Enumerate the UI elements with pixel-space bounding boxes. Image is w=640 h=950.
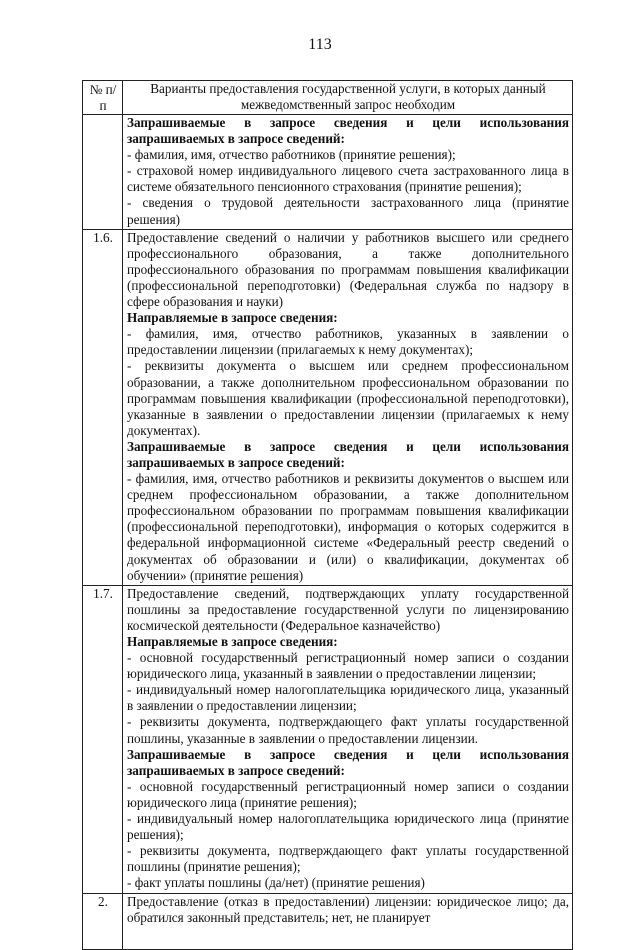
section-heading: Запрашиваемые в запросе сведения и цели использования запрашиваемых в запросе сведений: <box>127 438 569 470</box>
paragraph: - реквизиты документа, подтверждающего факт уплаты государственной пошлины (принятие решения); <box>127 843 569 875</box>
row-number: 1.6. <box>83 229 123 585</box>
paragraph: - реквизиты документа о высшем или среднем профессиональном образовании, а также дополнительном профессиональном образовании по программам повышения квалификации (профессиональной переподготовки), указанные в заявлении о предоставлении лицензии (прилагаемых к нему документах). <box>127 358 569 438</box>
row-number: 2. <box>83 893 123 949</box>
paragraph: - фамилия, имя, отчество работников, указанных в заявлении о предоставлении лицензии (прилагаемых к нему документах); <box>127 326 569 358</box>
paragraph: - индивидуальный номер налогоплательщика юридического лица, указанный в заявлении о предоставлении лицензии; <box>127 682 569 714</box>
paragraph: - основной государственный регистрационный номер записи о создании юридического лица, указанный в заявлении о предоставлении лицензии; <box>127 650 569 682</box>
paragraph: - страховой номер индивидуального лицевого счета застрахованного лица в системе обязательного пенсионного страхования (принятие решения); <box>127 163 569 195</box>
header-number-cell: № п/п <box>83 81 123 115</box>
section-heading: Направляемые в запросе сведения: <box>127 310 338 326</box>
section-heading: Запрашиваемые в запросе сведения и цели использования запрашиваемых в запросе сведений: <box>127 746 569 778</box>
paragraph: - сведения о трудовой деятельности застрахованного лица (принятие решения) <box>127 195 569 227</box>
page-number: 113 <box>308 36 332 53</box>
paragraph: - фамилия, имя, отчество работников и реквизиты документов о высшем или среднем профессиональном образовании, а также дополнительном профессиональном образовании по программам повышения квалификации (профессиональной переподготовки), информация о которых содержится в федеральной информационной системе «Федеральный реестр сведений о документах об образовании и (или) о квалификации, документах об обучении» (принятие решения) <box>127 471 569 583</box>
table-row <box>83 115 573 230</box>
table-header-row <box>83 81 573 115</box>
row-content <box>123 585 573 893</box>
paragraph: - основной государственный регистрационный номер записи о создании юридического лица (принятие решения); <box>127 778 569 810</box>
section-heading: Запрашиваемые в запросе сведения и цели использования запрашиваемых в запросе сведений: <box>127 115 569 147</box>
paragraph: Предоставление сведений о наличии у работников высшего или среднего профессионального образования, а также дополнительного профессионального образования по программам повышения квалификации (профессиональной переподготовки) (Федеральная служба по надзору в сфере образования и науки) <box>127 229 569 310</box>
header-content-cell: Варианты предоставления государственной услуги, в которых данный межведомственный запрос необходим <box>123 81 573 115</box>
paragraph: Предоставление сведений, подтверждающих уплату государственной пошлины за предоставление государственной услуги по лицензированию космической деятельности (Федеральное казначейство) <box>127 585 569 633</box>
table-row <box>83 585 573 893</box>
row-content <box>123 893 573 949</box>
services-table <box>82 80 573 950</box>
paragraph: Предоставление (отказ в предоставлении) лицензии: юридическое лицо; да, обратился законный представитель; нет, не планирует <box>127 893 569 925</box>
table-row <box>83 229 573 585</box>
paragraph: - индивидуальный номер налогоплательщика юридического лица (принятие решения); <box>127 811 569 843</box>
row-number: 1.7. <box>83 585 123 893</box>
row-number <box>83 115 123 230</box>
paragraph: - фамилия, имя, отчество работников (принятие решения); <box>127 147 456 163</box>
paragraph: - реквизиты документа, подтверждающего факт уплаты государственной пошлины, указанные в заявлении о предоставлении лицензии. <box>127 714 569 746</box>
paragraph: - факт уплаты пошлины (да/нет) (принятие решения) <box>127 875 425 891</box>
section-heading: Направляемые в запросе сведения: <box>127 634 338 649</box>
table-row <box>83 893 573 949</box>
row-content <box>123 229 573 585</box>
row-content <box>123 115 573 230</box>
